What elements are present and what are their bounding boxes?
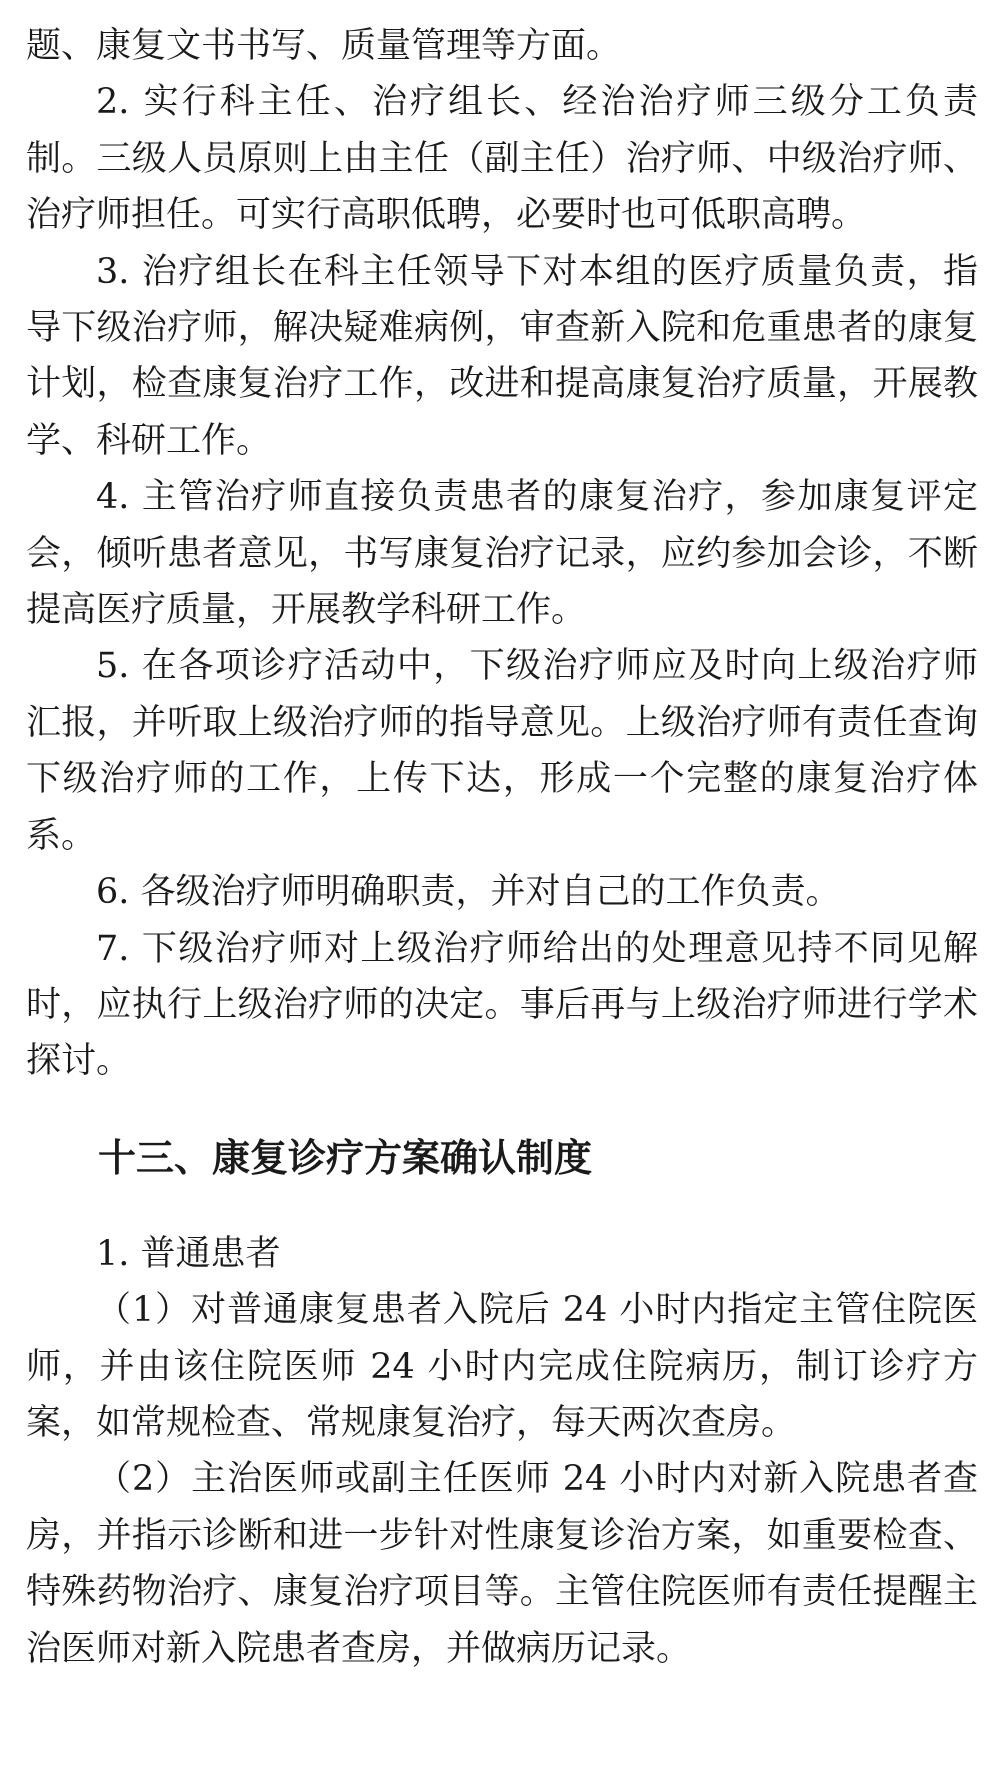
paragraph-sub-1: （1）对普通康复患者入院后 24 小时内指定主管住院医师，并由该住院医师 24 小时内完成住院病历，制订诊疗方案，如常规检查、常规康复治疗，每天两次查房。 bbox=[26, 1290, 978, 1443]
paragraph-item-7: 7. 下级治疗师对上级治疗师给出的处理意见持不同见解时，应执行上级治疗师的决定。事后再与上级治疗师进行学术探讨。 bbox=[26, 928, 978, 1082]
document-page bbox=[26, 18, 978, 1677]
section-title: 十三、康复诊疗方案确认制度 bbox=[98, 1135, 593, 1180]
subsection-title: 1. 普通患者 bbox=[96, 1233, 281, 1274]
paragraph-item-2: 2. 实行科主任、治疗组长、经治治疗师三级分工负责制。三级人员原则上由主任（副主任）治疗师、中级治疗师、治疗师担任。可实行高职低聘，必要时也可低职高聘。 bbox=[26, 82, 978, 236]
paragraph-item-6: 6. 各级治疗师明确职责，并对自己的工作负责。 bbox=[96, 872, 841, 913]
paragraph-continuation: 题、康复文书书写、质量管理等方面。 bbox=[26, 26, 622, 66]
paragraph-item-5: 5. 在各项诊疗活动中，下级治疗师应及时向上级治疗师汇报，并听取上级治疗师的指导意见。上级治疗师有责任查询下级治疗师的工作，上传下达，形成一个完整的康复治疗体系。 bbox=[26, 646, 978, 856]
paragraph-item-3: 3. 治疗组长在科主任领导下对本组的医疗质量负责，指导下级治疗师，解决疑难病例，审查新入院和危重患者的康复计划，检查康复治疗工作，改进和提高康复治疗质量，开展教学、科研工作。 bbox=[26, 251, 978, 461]
paragraph-item-4: 4. 主管治疗师直接负责患者的康复治疗，参加康复评定会，倾听患者意见，书写康复治疗记录，应约参加会诊，不断提高医疗质量，开展教学科研工作。 bbox=[26, 477, 978, 631]
paragraph-sub-2: （2）主治医师或副主任医师 24 小时内对新入院患者查房，并指示诊断和进一步针对性康复诊治方案，如重要检查、特殊药物治疗、康复治疗项目等。主管住院医师有责任提醒主治医师对新入院患者查房，并做病历记录。 bbox=[26, 1459, 978, 1669]
